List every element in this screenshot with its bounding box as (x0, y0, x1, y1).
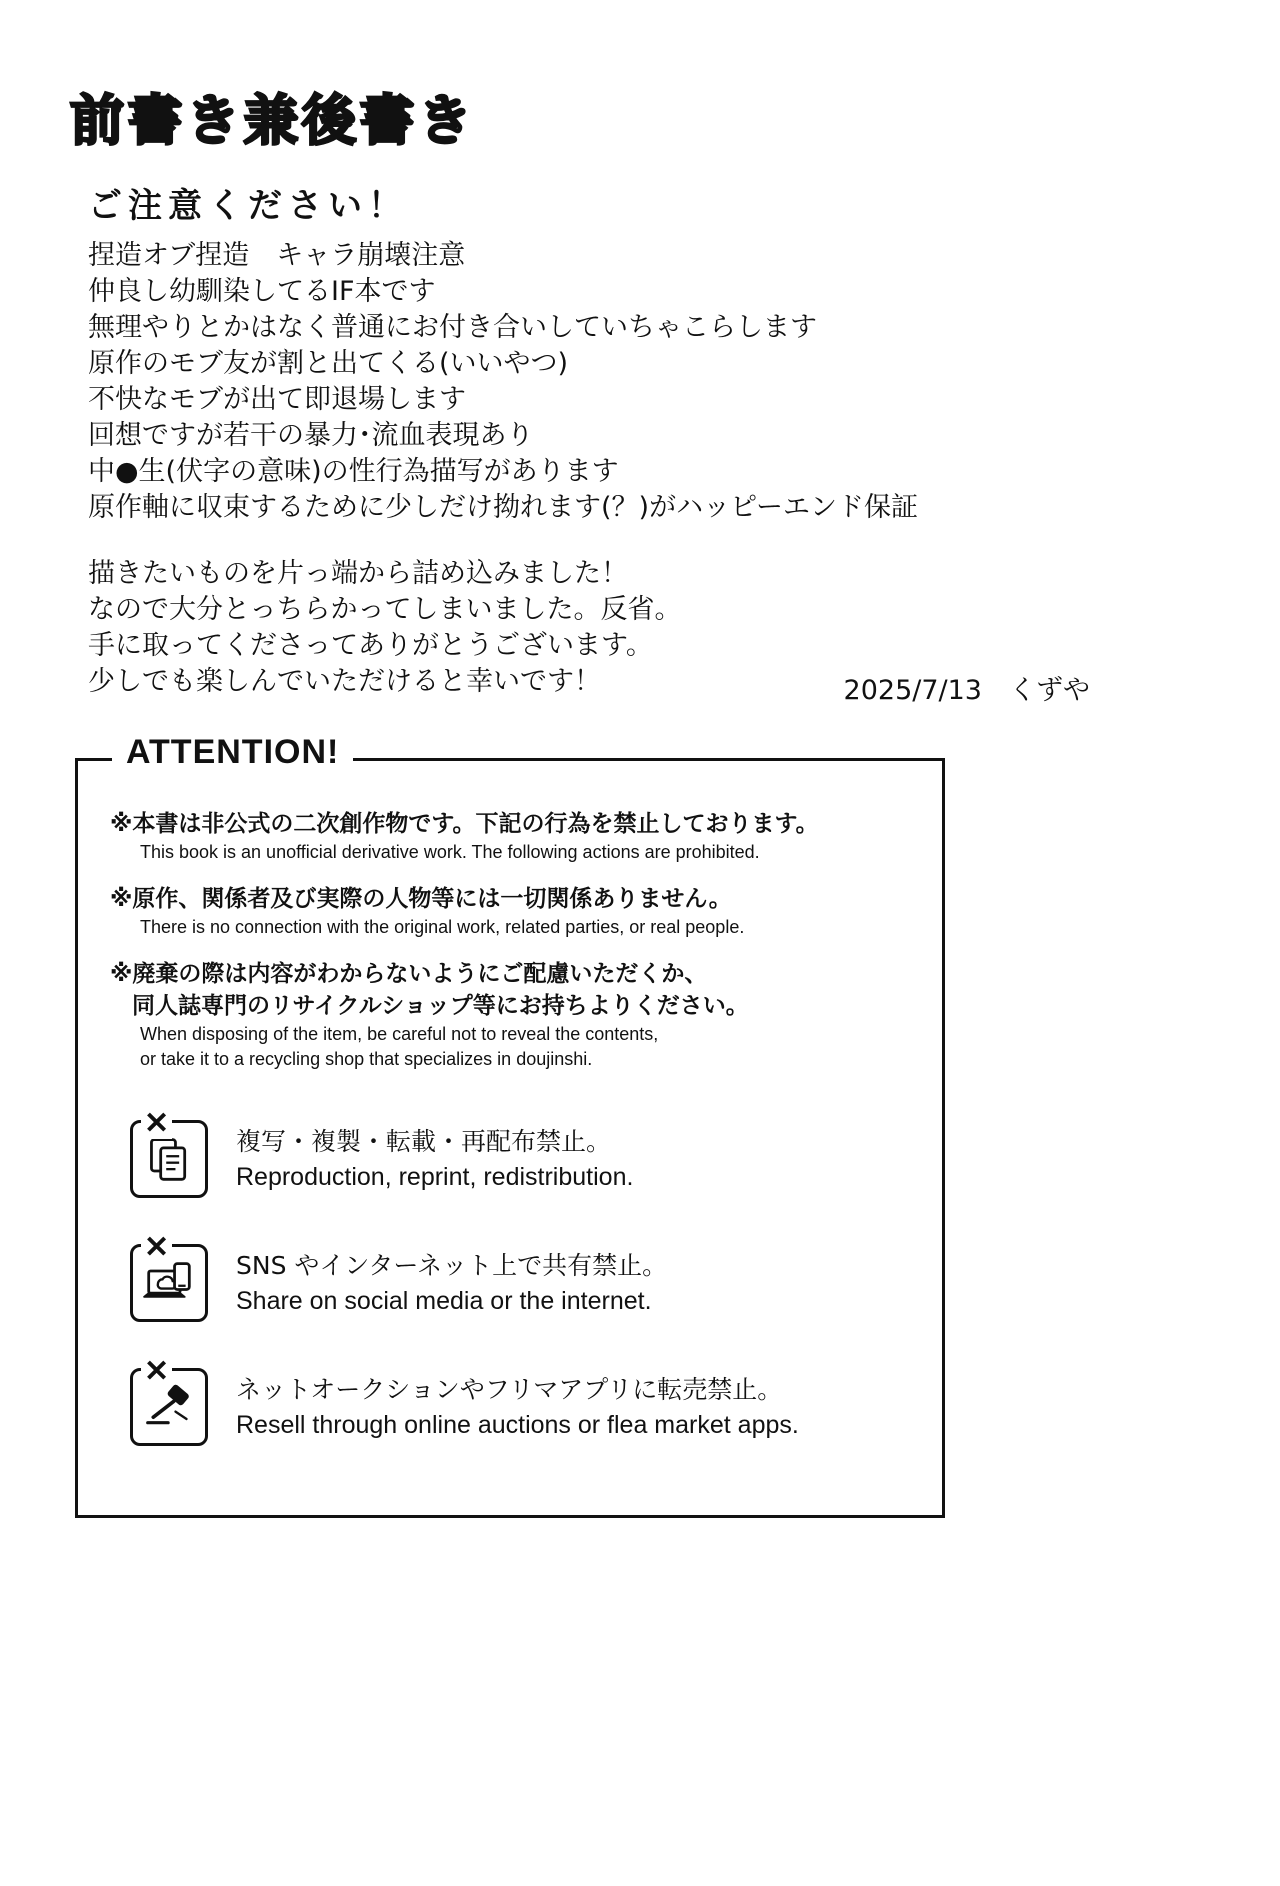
note-line: 中●生(伏字の意味)の性行為描写があります (88, 456, 619, 487)
prohibited-item (130, 1100, 920, 1218)
note-line: 回想ですが若干の暴力･流血表現あり (88, 420, 534, 451)
prohibit-en: Share on social media or the internet. (236, 1287, 652, 1315)
note-line: 少しでも楽しんでいただけると幸いです！ (88, 666, 601, 697)
note-line: 手に取ってくださってありがとうございます。 (88, 630, 653, 661)
prohibit-en: Reproduction, reprint, redistribution. (236, 1163, 634, 1191)
note-line: 無理やりとかはなく普通にお付き合いしていちゃこらします (88, 312, 817, 343)
prohibit-en: Resell through online auctions or flea market apps. (236, 1411, 799, 1439)
prohibited-item (130, 1348, 920, 1466)
rule-jp-line: 同人誌専門のリサイクルショップ等にお持ちよりください。 (132, 993, 749, 1019)
laptop-phone-share-icon (130, 1231, 208, 1322)
prohibit-jp: 複写・複製・転載・再配布禁止。 (236, 1127, 612, 1156)
caution-heading: ご注意ください！ (88, 186, 408, 226)
attention-rule (110, 808, 930, 865)
attention-rules (110, 808, 930, 1090)
note-line: 原作軸に収束するために少しだけ拗れます(？)がハッピーエンド保証 (88, 492, 918, 523)
prohibit-mark: ✕ (141, 1109, 172, 1139)
prohibited-actions-list (130, 1100, 920, 1472)
prohibit-jp: ネットオークションやフリマアプリに転売禁止。 (236, 1375, 783, 1404)
signature: 2025/7/13 くずや (843, 675, 1090, 706)
notes-spacer (88, 526, 1088, 556)
notes-block (88, 238, 1088, 700)
note-line: 原作のモブ友が割と出てくる(いいやつ) (88, 348, 569, 379)
rule-en-line: or take it to a recycling shop that specializes in doujinshi. (140, 1049, 593, 1069)
note-line: なので大分とっちらかってしまいました。反省。 (88, 594, 682, 625)
prohibited-item-text (236, 1372, 799, 1442)
prohibited-item-text (236, 1248, 667, 1318)
note-line: 仲良し幼馴染してるIF本です (88, 276, 436, 307)
auction-gavel-icon (130, 1355, 208, 1446)
rule-en-line: When disposing of the item, be careful not to reveal the contents, (140, 1024, 659, 1044)
copy-documents-icon (130, 1107, 208, 1198)
prohibit-mark: ✕ (141, 1357, 172, 1387)
attention-rule (110, 883, 930, 940)
page-title: 前書き兼後書き (70, 89, 476, 152)
prohibit-jp: SNS やインターネット上で共有禁止。 (236, 1251, 668, 1280)
rule-jp-line: ※本書は非公式の二次創作物です。下記の行為を禁止しております。 (110, 811, 819, 837)
attention-label: ATTENTION! (112, 733, 353, 772)
note-line: 描きたいものを片っ端から詰め込みました！ (88, 558, 628, 589)
attention-rule (110, 958, 930, 1072)
rule-jp-line: ※廃棄の際は内容がわからないようにご配慮いただくか、 (110, 961, 708, 987)
rule-en-line: This book is an unofficial derivative work. The following actions are prohibited. (140, 842, 760, 862)
note-line: 不快なモブが出て即退場します (88, 384, 466, 415)
rule-en-line: There is no connection with the original work, related parties, or real people. (140, 917, 745, 937)
prohibited-item (130, 1224, 920, 1342)
note-line: 捏造オブ捏造 キャラ崩壊注意 (88, 240, 466, 271)
prohibited-item-text (236, 1124, 633, 1194)
prohibit-mark: ✕ (141, 1233, 172, 1263)
rule-jp-line: ※原作、関係者及び実際の人物等には一切関係ありません。 (110, 886, 732, 912)
